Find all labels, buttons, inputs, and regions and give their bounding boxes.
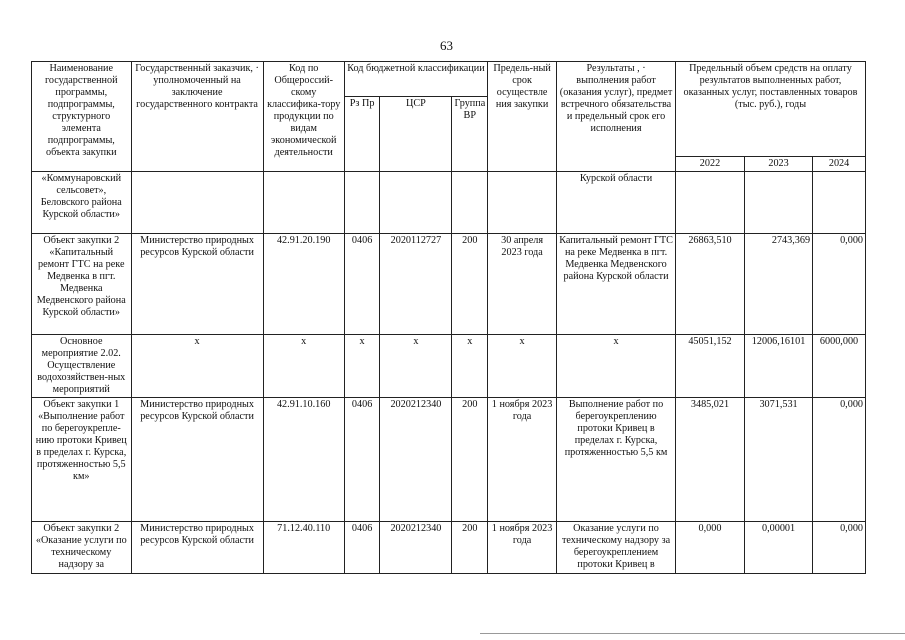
cell-2023: 2743,369 xyxy=(745,234,813,335)
cell-2023: 3071,531 xyxy=(745,398,813,522)
cell-rz-pr xyxy=(344,172,380,234)
cell-deadline: 1 ноября 2023 года xyxy=(488,398,557,522)
table-row xyxy=(32,335,866,398)
cell-vr: х xyxy=(452,335,488,398)
cell-2022 xyxy=(675,172,744,234)
header-okpd: Код по Общероссий-скому классифика-тору продукции по видам экономической деятельности xyxy=(263,62,344,172)
cell-customer: Министерство природных ресурсов Курской области xyxy=(131,234,263,335)
cell-2024: 0,000 xyxy=(813,522,866,574)
table-row xyxy=(32,172,866,234)
header-year-2022: 2022 xyxy=(675,157,744,172)
page-number: 63 xyxy=(440,38,453,53)
cell-vr: 200 xyxy=(452,522,488,574)
cell-vr: 200 xyxy=(452,234,488,335)
cell-2022: 3485,021 xyxy=(675,398,744,522)
cell-csr: 2020112727 xyxy=(380,234,452,335)
cell-2023: 12006,16101 xyxy=(745,335,813,398)
cell-name: Объект закупки 1 «Выполнение работ по берегоукрепле-нию протоки Кривец в пределах г. Курска, протяженностью 5,5 км» xyxy=(32,398,132,522)
cell-2022: 45051,152 xyxy=(675,335,744,398)
header-csr: ЦСР xyxy=(380,97,452,172)
cell-csr: 2020212340 xyxy=(380,398,452,522)
cell-2022: 26863,510 xyxy=(675,234,744,335)
cell-2023: 0,00001 xyxy=(745,522,813,574)
cell-name: Объект закупки 2 «Капитальный ремонт ГТС на реке Медвенка в пгт. Медвенка Медвенского района Курской области» xyxy=(32,234,132,335)
cell-vr xyxy=(452,172,488,234)
cell-deadline: 30 апреля 2023 года xyxy=(488,234,557,335)
bottom-rule xyxy=(480,633,905,634)
cell-okpd: 42.91.20.190 xyxy=(263,234,344,335)
cell-name: «Коммунаровский сельсовет», Беловского района Курской области» xyxy=(32,172,132,234)
header-group-vr: Группа ВР xyxy=(452,97,488,172)
cell-result: Курской области xyxy=(557,172,676,234)
cell-result: х xyxy=(557,335,676,398)
cell-deadline: 1 ноября 2023 года xyxy=(488,522,557,574)
cell-csr: х xyxy=(380,335,452,398)
cell-customer xyxy=(131,172,263,234)
cell-csr xyxy=(380,172,452,234)
cell-customer: Министерство природных ресурсов Курской области xyxy=(131,398,263,522)
cell-deadline: х xyxy=(488,335,557,398)
procurement-table xyxy=(31,61,866,574)
cell-2022: 0,000 xyxy=(675,522,744,574)
cell-2023 xyxy=(745,172,813,234)
cell-result: Выполнение работ по берегоукреплению протоки Кривец в пределах г. Курска, протяженностью 5,5 км xyxy=(557,398,676,522)
header-customer: Государственный заказчик, · уполномоченный на заключение государственного контракта xyxy=(131,62,263,172)
cell-okpd: 42.91.10.160 xyxy=(263,398,344,522)
cell-2024: 6000,000 xyxy=(813,335,866,398)
table-row xyxy=(32,398,866,522)
cell-2024 xyxy=(813,172,866,234)
table-row xyxy=(32,234,866,335)
cell-name: Объект закупки 2 «Оказание услуги по техническому надзору за xyxy=(32,522,132,574)
cell-result: Оказание услуги по техническому надзору за берегоукреплением протоки Кривец в xyxy=(557,522,676,574)
cell-rz-pr: 0406 xyxy=(344,522,380,574)
header-deadline: Предель-ный срок осуществле ния закупки xyxy=(488,62,557,172)
cell-customer: х xyxy=(131,335,263,398)
header-year-2024: 2024 xyxy=(813,157,866,172)
cell-rz-pr: 0406 xyxy=(344,234,380,335)
header-volume: Предельный объем средств на оплату результатов выполненных работ, оказанных услуг, поставленных товаров (тыс. руб.), годы xyxy=(675,62,865,157)
header-results: Результаты , · выполнения работ (оказания услуг), предмет встречного обязательства и предельный срок его исполнения xyxy=(557,62,676,172)
cell-name: Основное мероприятие 2.02. Осуществление водохозяйствен-ных мероприятий xyxy=(32,335,132,398)
cell-vr: 200 xyxy=(452,398,488,522)
cell-2024: 0,000 xyxy=(813,398,866,522)
header-name: Наименование государственной программы, подпрограммы, структурного элемента подпрограммы, объекта закупки xyxy=(32,62,132,172)
table-row xyxy=(32,522,866,574)
cell-deadline xyxy=(488,172,557,234)
cell-rz-pr: х xyxy=(344,335,380,398)
header-rz-pr: Рз Пр xyxy=(344,97,380,172)
cell-okpd xyxy=(263,172,344,234)
cell-result: Капитальный ремонт ГТС на реке Медвенка в пгт. Медвенка Медвенского района Курской области xyxy=(557,234,676,335)
cell-okpd: х xyxy=(263,335,344,398)
cell-csr: 2020212340 xyxy=(380,522,452,574)
cell-2024: 0,000 xyxy=(813,234,866,335)
cell-rz-pr: 0406 xyxy=(344,398,380,522)
cell-customer: Министерство природных ресурсов Курской области xyxy=(131,522,263,574)
header-budget-code: Код бюджетной классификации xyxy=(344,62,487,97)
header-year-2023: 2023 xyxy=(745,157,813,172)
cell-okpd: 71.12.40.110 xyxy=(263,522,344,574)
